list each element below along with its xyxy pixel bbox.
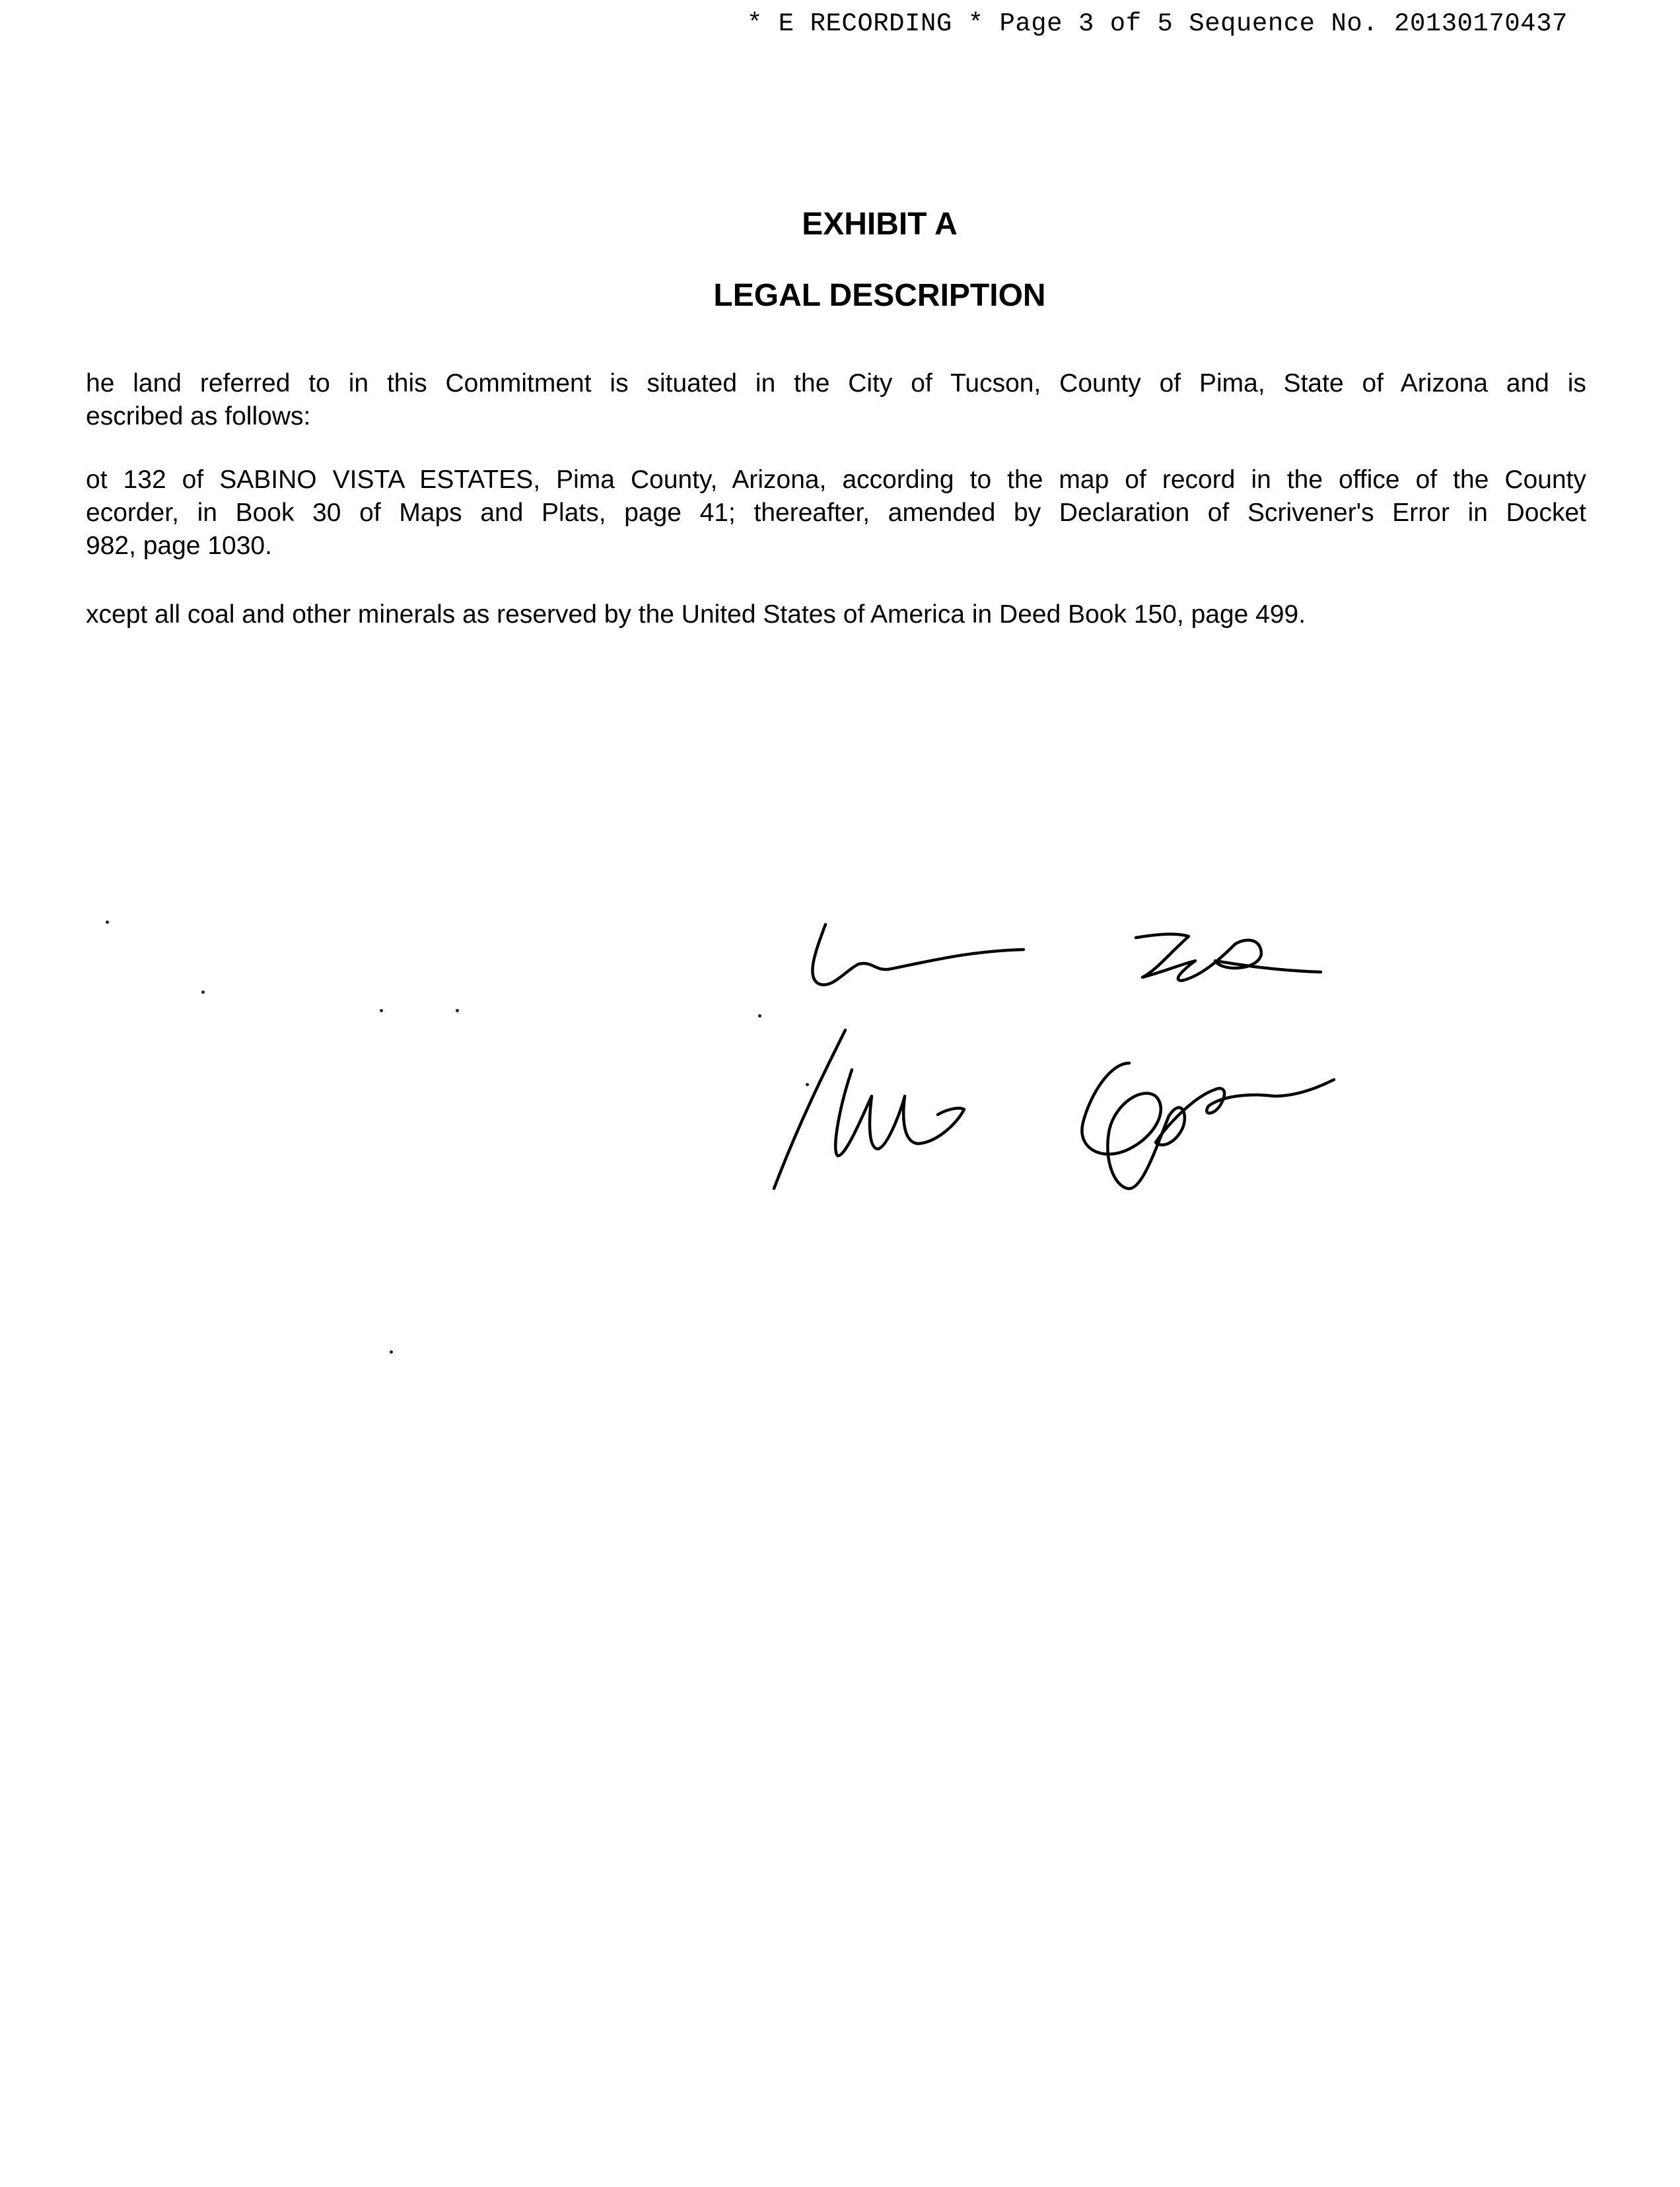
recording-stamp: * E RECORDING * Page 3 of 5 Sequence No. 20130170437 [747, 9, 1568, 38]
handwritten-signatures [759, 898, 1446, 1208]
paragraph-line: xcept all coal and other minerals as reserved by the United States of America in Deed Book 150, page 499. [86, 600, 1306, 629]
paragraph-line: he land referred to in this Commitment is situated in the City of Tucson, County of Pima, State of Arizona and is [86, 369, 1586, 398]
mineral-exception-paragraph [86, 598, 1586, 631]
signature-1-stroke [1136, 934, 1321, 981]
scan-speck [380, 1009, 383, 1012]
signature-2-stroke [1082, 1063, 1334, 1189]
paragraph-line: escribed as follows: [86, 402, 311, 431]
signature-2-stroke [835, 1070, 964, 1156]
paragraph-line: ecorder, in Book 30 of Maps and Plats, page 41; thereafter, amended by Declaration of Scrivener's Error in Docket [86, 499, 1586, 527]
scan-speck [201, 990, 205, 994]
paragraph-line: ot 132 of SABINO VISTA ESTATES, Pima County, Arizona, according to the map of record in the office of the County [86, 466, 1586, 494]
paragraph-line: 982, page 1030. [86, 532, 272, 560]
scan-speck [106, 920, 109, 924]
land-situation-paragraph [86, 367, 1586, 433]
scan-speck [456, 1009, 459, 1012]
signature-1-stroke [812, 924, 1024, 985]
exhibit-title: EXHIBIT A [802, 207, 958, 242]
legal-description-heading: LEGAL DESCRIPTION [713, 278, 1046, 313]
scan-speck [390, 1350, 393, 1354]
signature-2-stroke [774, 1030, 845, 1189]
scan-speck [758, 1014, 761, 1018]
scan-speck [806, 1083, 809, 1086]
lot-description-paragraph [86, 464, 1586, 563]
